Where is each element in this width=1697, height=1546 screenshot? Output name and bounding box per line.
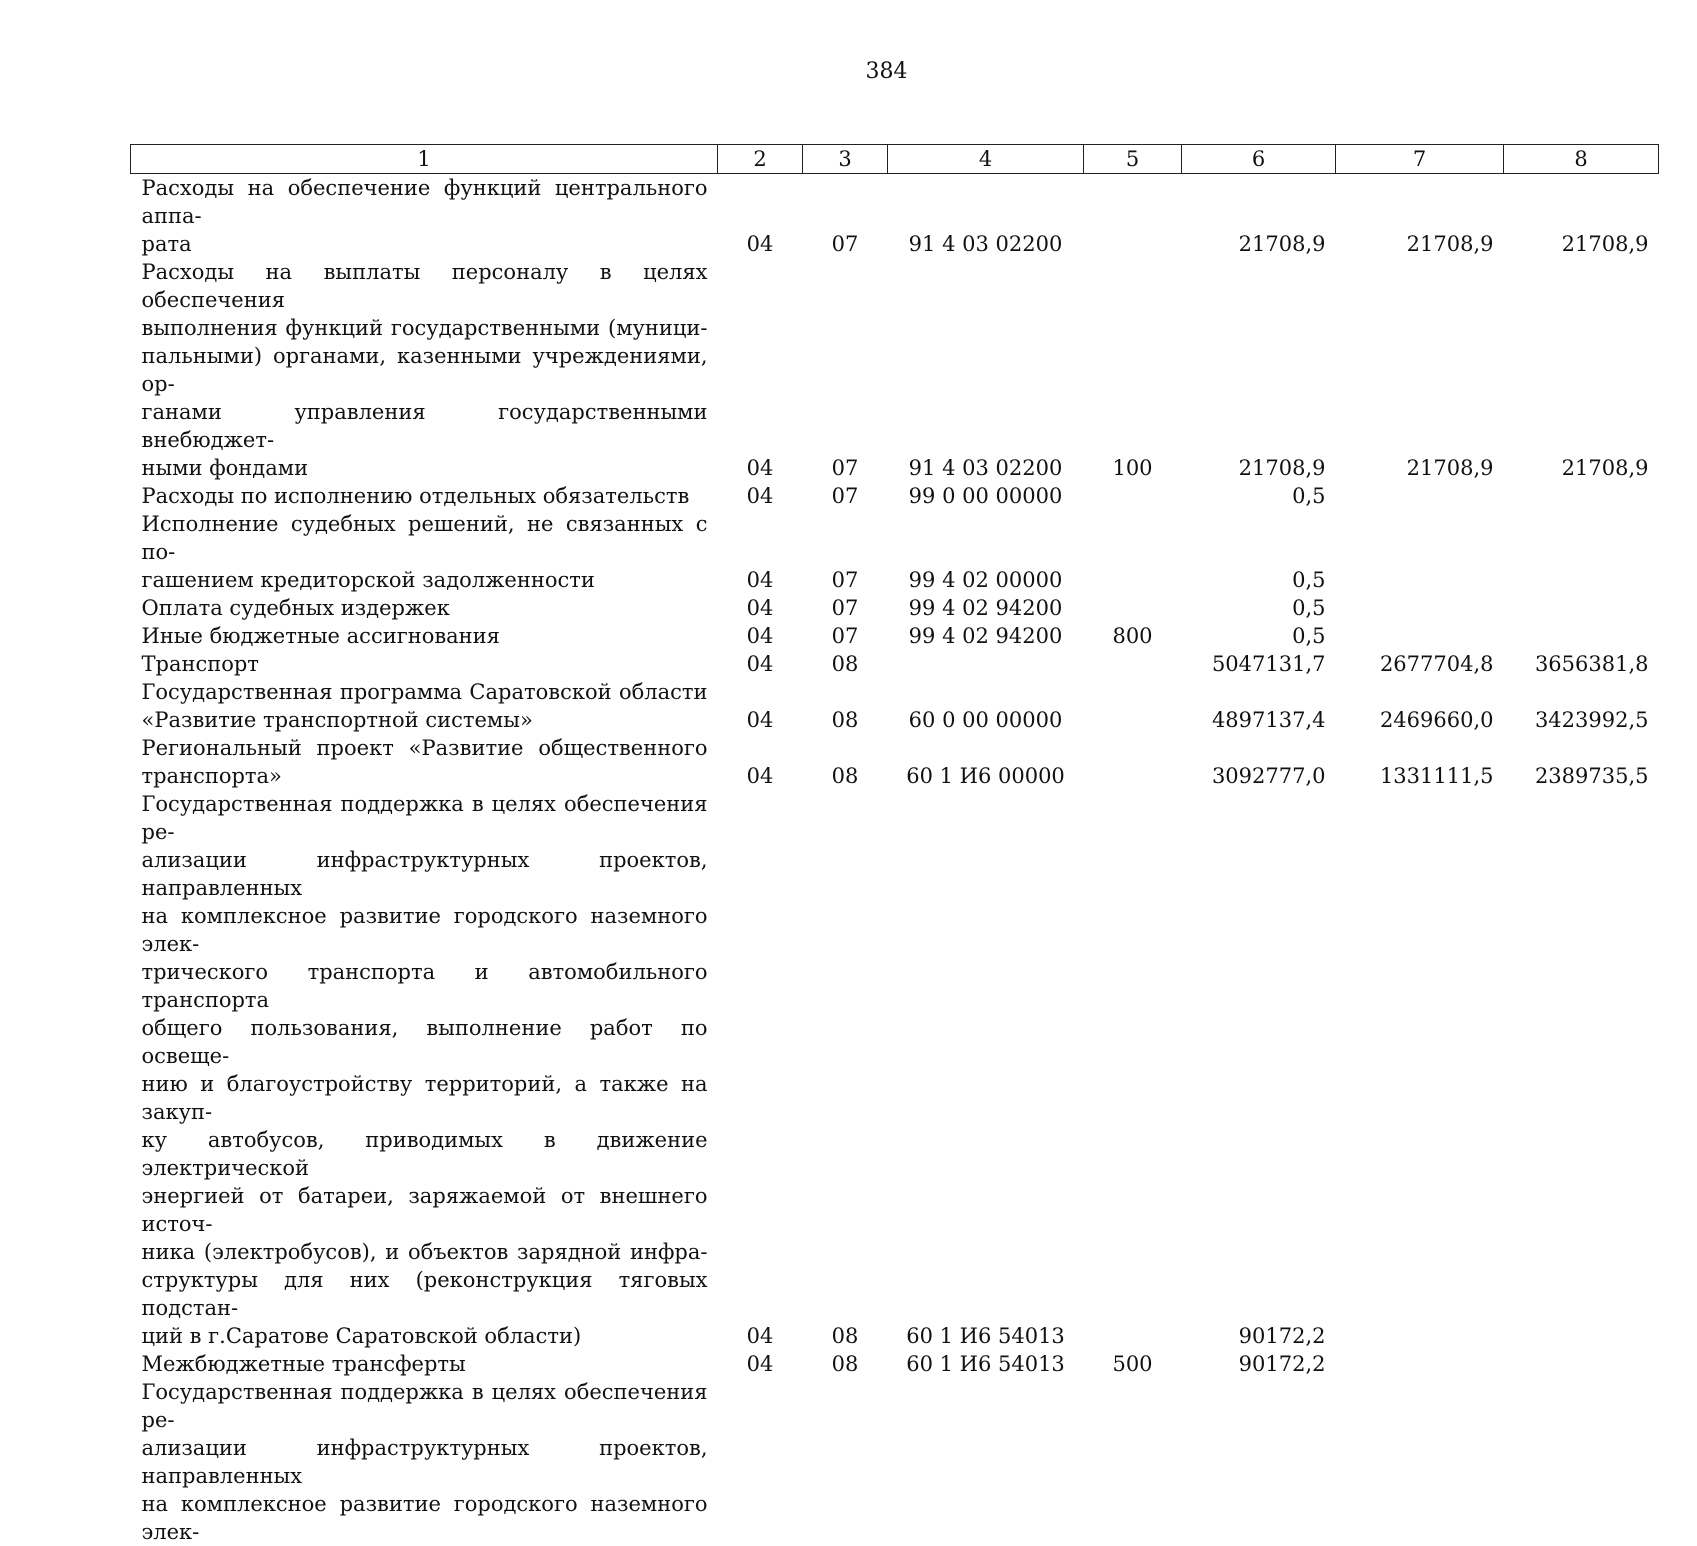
target-article-cell: 99 4 02 94200 bbox=[888, 622, 1084, 650]
target-article-cell: 91 4 03 02200 bbox=[888, 174, 1084, 259]
target-article-cell: 91 4 03 02200 bbox=[888, 258, 1084, 482]
description-line: структуры для них (реконструкция тяговых подстан- bbox=[142, 1266, 708, 1322]
amount-col8-cell bbox=[1504, 790, 1659, 1350]
expense-type-cell bbox=[1084, 594, 1182, 622]
row-description bbox=[131, 1378, 718, 1546]
target-article-cell: 60 0 00 00000 bbox=[888, 678, 1084, 734]
amount-col8-cell: 3423992,5 bbox=[1504, 678, 1659, 734]
description-line: ными фондами bbox=[142, 454, 708, 482]
description-line: ганами управления государственными внебюджет- bbox=[142, 398, 708, 454]
column-header-3: 3 bbox=[803, 145, 888, 174]
description-line: «Развитие транспортной системы» bbox=[142, 706, 708, 734]
subsection-code-cell: 08 bbox=[803, 1350, 888, 1378]
amount-col8-cell: 21708,9 bbox=[1504, 174, 1659, 259]
subsection-code-cell: 08 bbox=[803, 790, 888, 1350]
amount-col8-cell: 2389735,5 bbox=[1504, 734, 1659, 790]
description-line: общего пользования, выполнение работ по освеще- bbox=[142, 1014, 708, 1070]
amount-col8-cell: 21708,9 bbox=[1504, 258, 1659, 482]
subsection-code-cell: 08 bbox=[803, 650, 888, 678]
description-line: Исполнение судебных решений, не связанных с по- bbox=[142, 510, 708, 566]
subsection-code-cell: 08 bbox=[803, 734, 888, 790]
row-description bbox=[131, 510, 718, 594]
description-line: Межбюджетные трансферты bbox=[142, 1350, 708, 1378]
amount-col7-cell bbox=[1336, 622, 1504, 650]
subsection-code-cell: 07 bbox=[803, 594, 888, 622]
description-line: Расходы по исполнению отдельных обязательств bbox=[142, 482, 708, 510]
subsection-code-cell bbox=[803, 1378, 888, 1546]
amount-col8-cell: 3656381,8 bbox=[1504, 650, 1659, 678]
section-code-cell: 04 bbox=[718, 1350, 803, 1378]
description-line: трического транспорта и автомобильного транспорта bbox=[142, 958, 708, 1014]
description-line: Расходы на обеспечение функций центрального аппа- bbox=[142, 174, 708, 230]
row-description bbox=[131, 734, 718, 790]
description-line: Государственная поддержка в целях обеспечения ре- bbox=[142, 790, 708, 846]
amount-col6-cell: 0,5 bbox=[1182, 594, 1336, 622]
description-line: ника (электробусов), и объектов зарядной инфра- bbox=[142, 1238, 708, 1266]
amount-col7-cell bbox=[1336, 594, 1504, 622]
amount-col6-cell: 90172,2 bbox=[1182, 1350, 1336, 1378]
table-row bbox=[131, 482, 1659, 510]
section-code-cell: 04 bbox=[718, 734, 803, 790]
amount-col6-cell: 4897137,4 bbox=[1182, 678, 1336, 734]
amount-col7-cell: 21708,9 bbox=[1336, 174, 1504, 259]
column-header-6: 6 bbox=[1182, 145, 1336, 174]
description-line: пальными) органами, казенными учреждениями, ор- bbox=[142, 342, 708, 398]
amount-col7-cell bbox=[1336, 1350, 1504, 1378]
amount-col6-cell: 3092777,0 bbox=[1182, 734, 1336, 790]
amount-col6-cell: 90172,2 bbox=[1182, 790, 1336, 1350]
expense-type-cell bbox=[1084, 482, 1182, 510]
expense-type-cell bbox=[1084, 790, 1182, 1350]
target-article-cell: 60 1 И6 00000 bbox=[888, 734, 1084, 790]
description-line: выполнения функций государственными (муници- bbox=[142, 314, 708, 342]
table-row bbox=[131, 650, 1659, 678]
table-row bbox=[131, 622, 1659, 650]
amount-col7-cell bbox=[1336, 482, 1504, 510]
amount-col7-cell bbox=[1336, 790, 1504, 1350]
subsection-code-cell: 07 bbox=[803, 258, 888, 482]
subsection-code-cell: 07 bbox=[803, 622, 888, 650]
table-body bbox=[131, 174, 1659, 1546]
table-row bbox=[131, 790, 1659, 1350]
row-description bbox=[131, 174, 718, 259]
table-row bbox=[131, 510, 1659, 594]
description-line: Оплата судебных издержек bbox=[142, 594, 708, 622]
description-line: Транспорт bbox=[142, 650, 708, 678]
description-line: Государственная программа Саратовской области bbox=[142, 678, 708, 706]
target-article-cell: 99 0 00 00000 bbox=[888, 482, 1084, 510]
table-row bbox=[131, 258, 1659, 482]
column-header-8: 8 bbox=[1504, 145, 1659, 174]
amount-col6-cell bbox=[1182, 1378, 1336, 1546]
expense-type-cell bbox=[1084, 174, 1182, 259]
target-article-cell bbox=[888, 650, 1084, 678]
expense-type-cell: 800 bbox=[1084, 622, 1182, 650]
expense-type-cell bbox=[1084, 650, 1182, 678]
row-description bbox=[131, 678, 718, 734]
amount-col7-cell: 21708,9 bbox=[1336, 258, 1504, 482]
target-article-cell: 60 1 И6 54013 bbox=[888, 790, 1084, 1350]
amount-col6-cell: 21708,9 bbox=[1182, 258, 1336, 482]
expense-type-cell bbox=[1084, 510, 1182, 594]
row-description bbox=[131, 594, 718, 622]
description-line: рата bbox=[142, 230, 708, 258]
subsection-code-cell: 07 bbox=[803, 482, 888, 510]
amount-col8-cell bbox=[1504, 594, 1659, 622]
description-line: ку автобусов, приводимых в движение электрической bbox=[142, 1126, 708, 1182]
amount-col6-cell: 5047131,7 bbox=[1182, 650, 1336, 678]
expense-type-cell: 500 bbox=[1084, 1350, 1182, 1378]
description-line: на комплексное развитие городского наземного элек- bbox=[142, 902, 708, 958]
amount-col6-cell: 0,5 bbox=[1182, 622, 1336, 650]
section-code-cell bbox=[718, 1378, 803, 1546]
description-line: ций в г.Саратове Саратовской области) bbox=[142, 1322, 708, 1350]
amount-col6-cell: 21708,9 bbox=[1182, 174, 1336, 259]
table-row bbox=[131, 594, 1659, 622]
table-header bbox=[131, 145, 1659, 174]
header-row bbox=[131, 145, 1659, 174]
description-line: на комплексное развитие городского наземного элек- bbox=[142, 1490, 708, 1546]
amount-col7-cell: 2677704,8 bbox=[1336, 650, 1504, 678]
table-row bbox=[131, 1378, 1659, 1546]
expense-type-cell bbox=[1084, 734, 1182, 790]
description-line: ализации инфраструктурных проектов, направленных bbox=[142, 846, 708, 902]
amount-col8-cell bbox=[1504, 510, 1659, 594]
amount-col8-cell bbox=[1504, 1350, 1659, 1378]
section-code-cell: 04 bbox=[718, 174, 803, 259]
budget-table bbox=[130, 144, 1659, 1546]
row-description bbox=[131, 650, 718, 678]
column-header-4: 4 bbox=[888, 145, 1084, 174]
column-header-1: 1 bbox=[131, 145, 718, 174]
row-description bbox=[131, 1350, 718, 1378]
target-article-cell: 60 1 И6 54013 bbox=[888, 1350, 1084, 1378]
row-description bbox=[131, 258, 718, 482]
subsection-code-cell: 07 bbox=[803, 510, 888, 594]
description-line: Государственная поддержка в целях обеспечения ре- bbox=[142, 1378, 708, 1434]
target-article-cell: 99 4 02 00000 bbox=[888, 510, 1084, 594]
row-description bbox=[131, 482, 718, 510]
row-description bbox=[131, 622, 718, 650]
amount-col6-cell: 0,5 bbox=[1182, 510, 1336, 594]
description-line: гашением кредиторской задолженности bbox=[142, 566, 708, 594]
column-header-7: 7 bbox=[1336, 145, 1504, 174]
description-line: транспорта» bbox=[142, 762, 708, 790]
section-code-cell: 04 bbox=[718, 790, 803, 1350]
section-code-cell: 04 bbox=[718, 622, 803, 650]
column-header-2: 2 bbox=[718, 145, 803, 174]
expense-type-cell: 100 bbox=[1084, 258, 1182, 482]
amount-col6-cell: 0,5 bbox=[1182, 482, 1336, 510]
amount-col7-cell bbox=[1336, 510, 1504, 594]
section-code-cell: 04 bbox=[718, 650, 803, 678]
table-row bbox=[131, 734, 1659, 790]
column-header-5: 5 bbox=[1084, 145, 1182, 174]
subsection-code-cell: 08 bbox=[803, 678, 888, 734]
description-line: Региональный проект «Развитие общественного bbox=[142, 734, 708, 762]
section-code-cell: 04 bbox=[718, 510, 803, 594]
section-code-cell: 04 bbox=[718, 482, 803, 510]
section-code-cell: 04 bbox=[718, 258, 803, 482]
description-line: ализации инфраструктурных проектов, направленных bbox=[142, 1434, 708, 1490]
description-line: энергией от батареи, заряжаемой от внешнего источ- bbox=[142, 1182, 708, 1238]
amount-col8-cell bbox=[1504, 482, 1659, 510]
subsection-code-cell: 07 bbox=[803, 174, 888, 259]
row-description bbox=[131, 790, 718, 1350]
description-line: нию и благоустройству территорий, а также на закуп- bbox=[142, 1070, 708, 1126]
target-article-cell bbox=[888, 1378, 1084, 1546]
target-article-cell: 99 4 02 94200 bbox=[888, 594, 1084, 622]
page-number: 384 bbox=[0, 58, 1697, 86]
table-row bbox=[131, 1350, 1659, 1378]
table-row bbox=[131, 678, 1659, 734]
table-row bbox=[131, 174, 1659, 259]
expense-type-cell bbox=[1084, 678, 1182, 734]
amount-col7-cell bbox=[1336, 1378, 1504, 1546]
section-code-cell: 04 bbox=[718, 594, 803, 622]
amount-col7-cell: 2469660,0 bbox=[1336, 678, 1504, 734]
section-code-cell: 04 bbox=[718, 678, 803, 734]
amount-col7-cell: 1331111,5 bbox=[1336, 734, 1504, 790]
description-line: Иные бюджетные ассигнования bbox=[142, 622, 708, 650]
description-line: Расходы на выплаты персоналу в целях обеспечения bbox=[142, 258, 708, 314]
expense-type-cell bbox=[1084, 1378, 1182, 1546]
amount-col8-cell bbox=[1504, 1378, 1659, 1546]
amount-col8-cell bbox=[1504, 622, 1659, 650]
